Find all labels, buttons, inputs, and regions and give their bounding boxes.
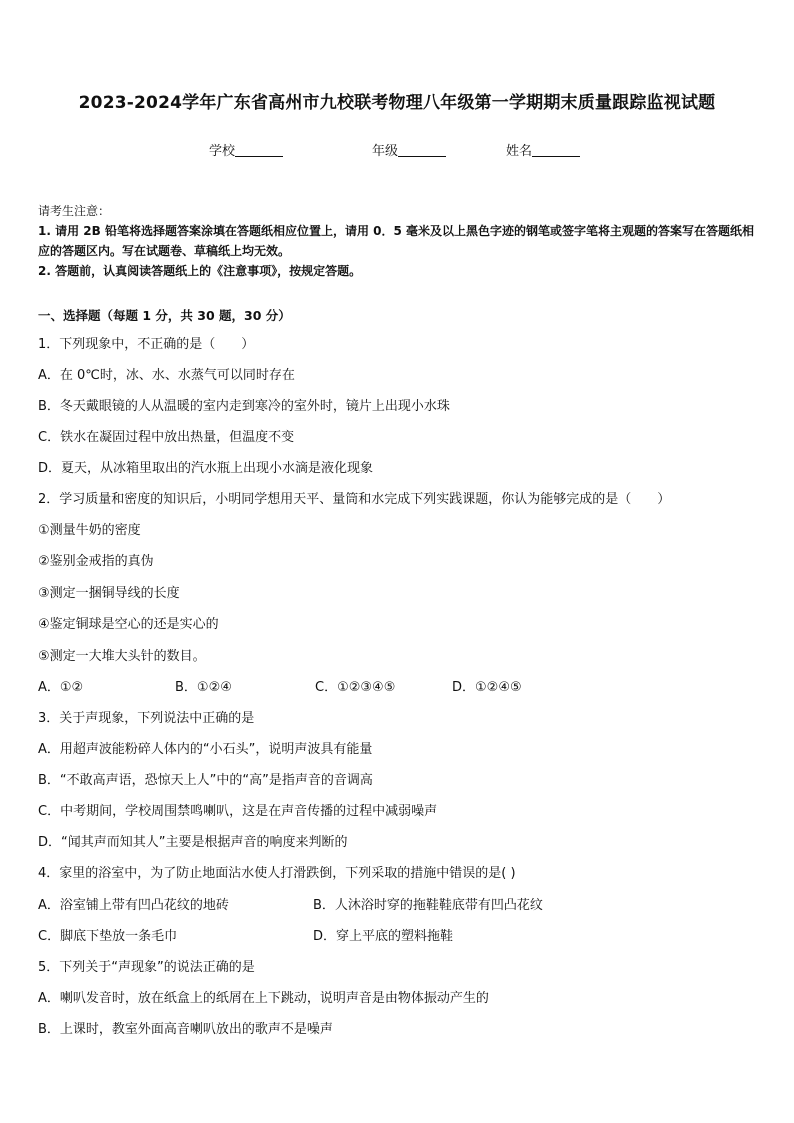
- page-title: 2023-2024学年广东省高州市九校联考物理八年级第一学期期末质量跟踪监视试题: [78, 93, 716, 113]
- q2-item-4: ④鉴定铜球是空心的还是实心的: [38, 617, 219, 632]
- name-field: [506, 140, 580, 159]
- grade-label: 年级: [372, 144, 399, 159]
- q4-option-c: C．脚底下垫放一条毛巾: [38, 929, 178, 944]
- q3-option-d: D．“闻其声而知其人”主要是根据声音的响度来判断的: [38, 835, 348, 850]
- q3-stem: 3．关于声现象，下列说法中正确的是: [38, 711, 255, 726]
- q2-item-2: ②鉴别金戒指的真伪: [38, 554, 154, 569]
- notice-heading: 请考生注意：: [38, 204, 111, 218]
- notice-item-2: 2. 答题前，认真阅读答题纸上的《注意事项》，按规定答题。: [38, 264, 362, 278]
- q2-item-3: ③测定一捆铜导线的长度: [38, 586, 180, 601]
- q2-option-d: D．①②④⑤: [452, 680, 522, 695]
- q2-item-5: ⑤测定一大堆大头针的数目。: [38, 649, 206, 664]
- school-blank: [235, 143, 283, 157]
- name-blank: [532, 143, 580, 157]
- q2-option-a: A．①②: [38, 680, 84, 695]
- school-field: [209, 140, 283, 159]
- q5-option-b: B．上课时，教室外面高音喇叭放出的歌声不是噪声: [38, 1022, 333, 1037]
- q3-option-c: C．中考期间，学校周围禁鸣喇叭，这是在声音传播的过程中减弱噪声: [38, 804, 438, 819]
- notice-item-1: 1. 请用 2B 铅笔将选择题答案涂填在答题纸相应位置上，请用 0．5 毫米及以上黑色字迹的钢笔或签字笔将主观题的答案写在答题纸相应的答题区内。写在试题卷、草稿纸上均无效。: [38, 224, 754, 258]
- q4-option-b: B．人沐浴时穿的拖鞋鞋底带有凹凸花纹: [313, 898, 543, 913]
- notice-block: [38, 201, 760, 281]
- q3-option-b: B．“不敢高声语，恐惊天上人”中的“高”是指声音的音调高: [38, 773, 373, 788]
- q2-option-c: C．①②③④⑤: [315, 680, 396, 695]
- q4-stem: 4．家里的浴室中，为了防止地面沾水使人打滑跌倒，下列采取的措施中错误的是( ): [38, 866, 516, 881]
- q2-option-b: B．①②④: [175, 680, 232, 695]
- q1-option-b: B．冬天戴眼镜的人从温暖的室内走到寒冷的室外时，镜片上出现小水珠: [38, 399, 450, 414]
- school-label: 学校: [209, 144, 236, 159]
- grade-field: [372, 140, 446, 159]
- q5-stem: 5．下列关于“声现象”的说法正确的是: [38, 960, 255, 975]
- q4-option-d: D．穿上平底的塑料拖鞋: [313, 929, 454, 944]
- grade-blank: [398, 143, 446, 157]
- q1-option-a: A．在 0℃时，冰、水、水蒸气可以同时存在: [38, 368, 295, 383]
- q1-stem: 1．下列现象中，不正确的是（ ）: [38, 337, 255, 352]
- q2-stem: 2．学习质量和密度的知识后，小明同学想用天平、量筒和水完成下列实践课题，你认为能够完成的是（ ）: [38, 492, 671, 507]
- q1-option-d: D．夏天，从冰箱里取出的汽水瓶上出现小水滴是液化现象: [38, 461, 374, 476]
- q1-option-c: C．铁水在凝固过程中放出热量，但温度不变: [38, 430, 295, 445]
- name-label: 姓名: [506, 144, 533, 159]
- q5-option-a: A．喇叭发音时，放在纸盒上的纸屑在上下跳动，说明声音是由物体振动产生的: [38, 991, 489, 1006]
- student-info-row: [0, 140, 794, 160]
- q2-item-1: ①测量牛奶的密度: [38, 523, 141, 538]
- q4-option-a: A．浴室铺上带有凹凸花纹的地砖: [38, 898, 229, 913]
- section-heading: 一、选择题（每题 1 分，共 30 题，30 分）: [38, 308, 291, 323]
- q3-option-a: A．用超声波能粉碎人体内的“小石头”，说明声波具有能量: [38, 742, 373, 757]
